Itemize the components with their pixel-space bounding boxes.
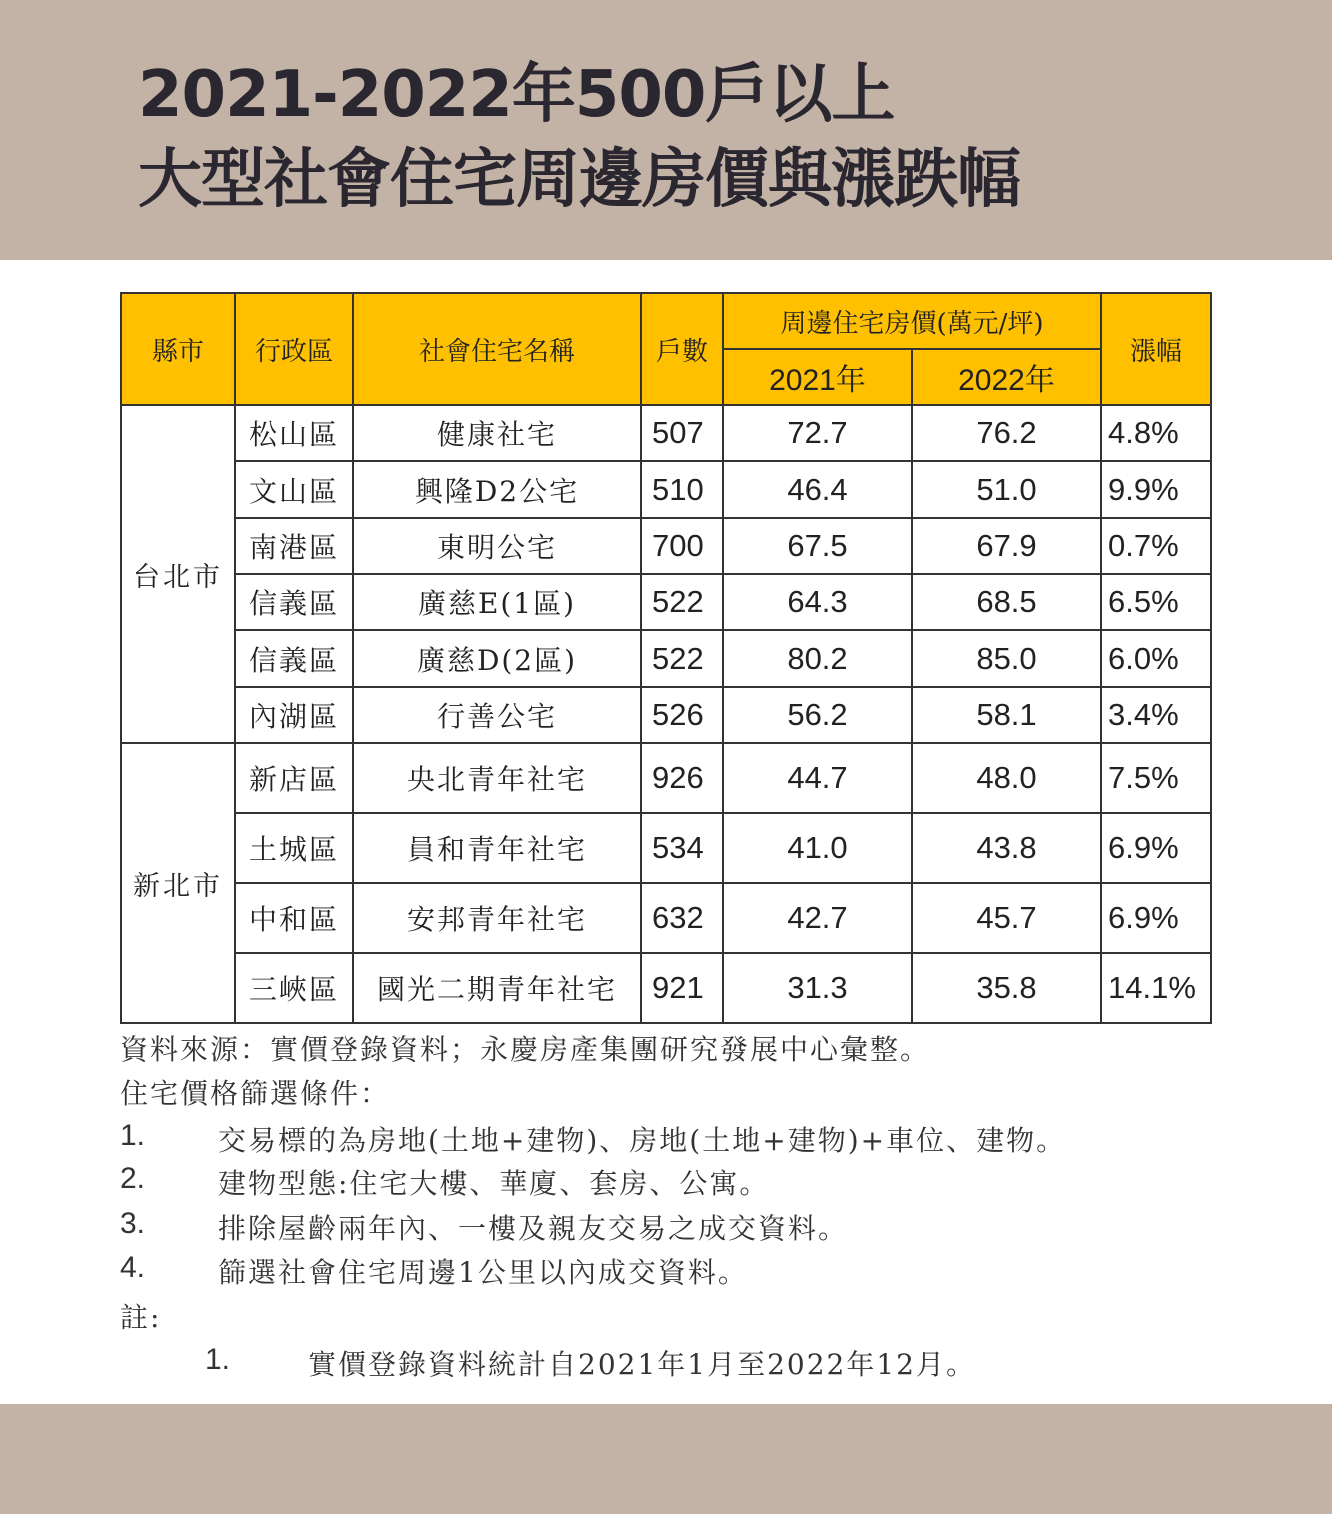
housing-name-cell: 行善公宅 — [353, 687, 641, 743]
housing-name-cell: 東明公宅 — [353, 518, 641, 574]
district-cell: 內湖區 — [235, 687, 353, 743]
price-2022-cell: 48.0 — [912, 743, 1101, 813]
remark-1-number: 1. — [205, 1343, 231, 1376]
units-cell: 700 — [641, 518, 723, 574]
change-cell: 6.0% — [1101, 630, 1211, 687]
housing-name-cell: 健康社宅 — [353, 405, 641, 461]
table-body — [121, 405, 1211, 1023]
change-cell: 9.9% — [1101, 461, 1211, 518]
housing-name-cell: 廣慈E(1區) — [353, 574, 641, 630]
district-cell: 中和區 — [235, 883, 353, 953]
source-note: 資料來源：實價登錄資料；永慶房產集團研究發展中心彙整。 — [120, 1033, 931, 1066]
housing-name-cell: 廣慈D(2區) — [353, 630, 641, 687]
district-cell: 文山區 — [235, 461, 353, 518]
price-2021-cell: 72.7 — [723, 405, 912, 461]
header-year-2021: 2021年 — [723, 349, 912, 405]
units-cell: 522 — [641, 630, 723, 687]
page-title-line-2: 大型社會住宅周邊房價與漲跌幅 — [138, 143, 1020, 217]
criteria-1-text: 交易標的為房地(土地+建物)、房地(土地+建物)+車位、建物。 — [218, 1124, 1067, 1157]
units-cell: 510 — [641, 461, 723, 518]
table-row — [121, 461, 1211, 518]
price-2021-cell: 46.4 — [723, 461, 912, 518]
change-cell: 6.9% — [1101, 883, 1211, 953]
criteria-1-number: 1. — [120, 1119, 146, 1152]
table-row — [121, 883, 1211, 953]
header-year-2022: 2022年 — [912, 349, 1101, 405]
criteria-3-number: 3. — [120, 1207, 146, 1240]
table-row — [121, 953, 1211, 1023]
price-2022-cell: 35.8 — [912, 953, 1101, 1023]
change-cell: 14.1% — [1101, 953, 1211, 1023]
units-cell: 632 — [641, 883, 723, 953]
district-cell: 信義區 — [235, 630, 353, 687]
units-cell: 926 — [641, 743, 723, 813]
units-cell: 921 — [641, 953, 723, 1023]
criteria-2-text: 建物型態:住宅大樓、華廈、套房、公寓。 — [218, 1167, 770, 1200]
district-cell: 土城區 — [235, 813, 353, 883]
price-2021-cell: 41.0 — [723, 813, 912, 883]
housing-name-cell: 央北青年社宅 — [353, 743, 641, 813]
price-2021-cell: 44.7 — [723, 743, 912, 813]
change-cell: 6.9% — [1101, 813, 1211, 883]
criteria-2-number: 2. — [120, 1162, 146, 1195]
housing-name-cell: 國光二期青年社宅 — [353, 953, 641, 1023]
housing-name-cell: 興隆D2公宅 — [353, 461, 641, 518]
table-row — [121, 518, 1211, 574]
district-cell: 三峽區 — [235, 953, 353, 1023]
price-2021-cell: 31.3 — [723, 953, 912, 1023]
remark-1-text: 實價登錄資料統計自2021年1月至2022年12月。 — [308, 1348, 976, 1381]
price-2022-cell: 85.0 — [912, 630, 1101, 687]
price-2021-cell: 80.2 — [723, 630, 912, 687]
housing-name-cell: 安邦青年社宅 — [353, 883, 641, 953]
city-cell: 台北市 — [121, 405, 235, 743]
housing-name-cell: 員和青年社宅 — [353, 813, 641, 883]
table-row — [121, 813, 1211, 883]
change-cell: 0.7% — [1101, 518, 1211, 574]
header-name: 社會住宅名稱 — [353, 293, 641, 405]
header-band — [0, 0, 1332, 260]
page-title-line-1: 2021-2022年500戶以上 — [138, 58, 895, 132]
header-units: 戶數 — [641, 293, 723, 405]
price-2022-cell: 51.0 — [912, 461, 1101, 518]
units-cell: 526 — [641, 687, 723, 743]
units-cell: 507 — [641, 405, 723, 461]
price-2022-cell: 67.9 — [912, 518, 1101, 574]
price-2021-cell: 67.5 — [723, 518, 912, 574]
city-cell: 新北市 — [121, 743, 235, 1023]
price-2022-cell: 43.8 — [912, 813, 1101, 883]
change-cell: 6.5% — [1101, 574, 1211, 630]
change-cell: 4.8% — [1101, 405, 1211, 461]
change-cell: 3.4% — [1101, 687, 1211, 743]
price-2021-cell: 56.2 — [723, 687, 912, 743]
table-row — [121, 630, 1211, 687]
criteria-4-text: 篩選社會住宅周邊1公里以內成交資料。 — [218, 1256, 748, 1289]
table-row — [121, 687, 1211, 743]
table-row — [121, 743, 1211, 813]
criteria-3-text: 排除屋齡兩年內、一樓及親友交易之成交資料。 — [218, 1212, 849, 1245]
criteria-4-number: 4. — [120, 1251, 146, 1284]
price-2022-cell: 76.2 — [912, 405, 1101, 461]
table-row — [121, 574, 1211, 630]
criteria-title: 住宅價格篩選條件： — [120, 1077, 391, 1110]
price-2022-cell: 68.5 — [912, 574, 1101, 630]
header-change: 漲幅 — [1101, 293, 1211, 405]
price-change-table — [120, 292, 1212, 1024]
header-price-group: 周邊住宅房價(萬元/坪) — [723, 293, 1101, 349]
header-district: 行政區 — [235, 293, 353, 405]
price-2021-cell: 42.7 — [723, 883, 912, 953]
units-cell: 534 — [641, 813, 723, 883]
table-row — [121, 405, 1211, 461]
district-cell: 南港區 — [235, 518, 353, 574]
district-cell: 松山區 — [235, 405, 353, 461]
price-2022-cell: 58.1 — [912, 687, 1101, 743]
footer-band — [0, 1404, 1332, 1514]
header-city: 縣市 — [121, 293, 235, 405]
price-2021-cell: 64.3 — [723, 574, 912, 630]
units-cell: 522 — [641, 574, 723, 630]
district-cell: 信義區 — [235, 574, 353, 630]
district-cell: 新店區 — [235, 743, 353, 813]
change-cell: 7.5% — [1101, 743, 1211, 813]
price-2022-cell: 45.7 — [912, 883, 1101, 953]
remark-title: 註: — [120, 1301, 162, 1334]
